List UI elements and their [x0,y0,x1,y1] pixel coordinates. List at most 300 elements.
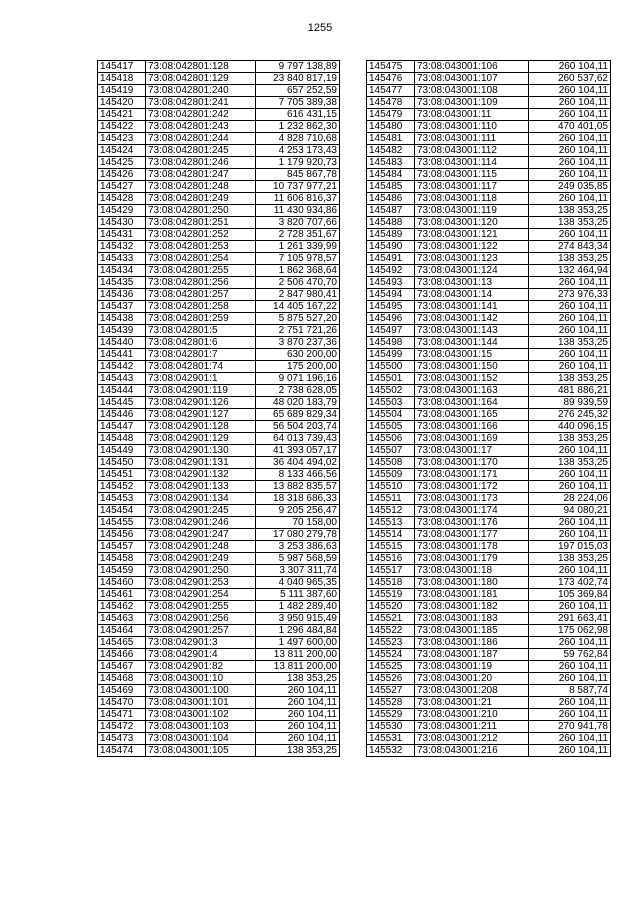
value-cell: 481 886,21 [529,385,611,397]
table-row [367,421,611,433]
row-number-cell: 145483 [367,157,415,169]
row-number-cell: 145522 [367,625,415,637]
row-number-cell: 145480 [367,121,415,133]
cadastral-number-cell: 73:08:042801:5 [146,325,256,337]
table-row [98,721,340,733]
value-cell: 260 104,11 [529,61,611,73]
value-cell: 2 506 470,70 [256,277,340,289]
cadastral-number-cell: 73:08:043001:103 [146,721,256,733]
cadastral-number-cell: 73:08:043001:143 [415,325,529,337]
table-row [367,409,611,421]
table-row [98,469,340,481]
value-cell: 260 104,11 [529,301,611,313]
row-number-cell: 145517 [367,565,415,577]
value-cell: 260 104,11 [529,157,611,169]
row-number-cell: 145515 [367,541,415,553]
row-number-cell: 145465 [98,637,146,649]
row-number-cell: 145447 [98,421,146,433]
row-number-cell: 145418 [98,73,146,85]
table-row [367,709,611,721]
table-row [98,181,340,193]
table-row [98,445,340,457]
value-cell: 11 606 816,37 [256,193,340,205]
row-number-cell: 145471 [98,709,146,721]
value-cell: 13 882 835,57 [256,481,340,493]
value-cell: 5 875 527,20 [256,313,340,325]
row-number-cell: 145519 [367,589,415,601]
row-number-cell: 145512 [367,505,415,517]
value-cell: 8 587,74 [529,685,611,697]
row-number-cell: 145491 [367,253,415,265]
row-number-cell: 145518 [367,577,415,589]
value-cell: 138 353,25 [529,337,611,349]
value-cell: 260 104,11 [256,685,340,697]
cadastral-number-cell: 73:08:043001:183 [415,613,529,625]
row-number-cell: 145446 [98,409,146,421]
row-number-cell: 145474 [98,745,146,757]
value-cell: 138 353,25 [529,205,611,217]
row-number-cell: 145436 [98,289,146,301]
cadastral-number-cell: 73:08:043001:105 [146,745,256,757]
table-row [367,193,611,205]
value-cell: 260 104,11 [529,229,611,241]
value-cell: 1 482 289,40 [256,601,340,613]
value-cell: 173 402,74 [529,577,611,589]
table-row [367,253,611,265]
table-row [367,553,611,565]
table-row [367,133,611,145]
value-cell: 138 353,25 [529,553,611,565]
table-row [98,733,340,745]
table-row [367,625,611,637]
cadastral-number-cell: 73:08:043001:15 [415,349,529,361]
cadastral-number-cell: 73:08:042901:254 [146,589,256,601]
row-number-cell: 145532 [367,745,415,757]
value-cell: 10 737 977,21 [256,181,340,193]
row-number-cell: 145511 [367,493,415,505]
cadastral-number-cell: 73:08:043001:20 [415,673,529,685]
value-cell: 18 318 686,33 [256,493,340,505]
value-cell: 274 843,34 [529,241,611,253]
row-number-cell: 145507 [367,445,415,457]
table-row [367,373,611,385]
cadastral-number-cell: 73:08:043001:152 [415,373,529,385]
cadastral-number-cell: 73:08:042901:257 [146,625,256,637]
row-number-cell: 145494 [367,289,415,301]
cadastral-number-cell: 73:08:043001:19 [415,661,529,673]
cadastral-number-cell: 73:08:043001:182 [415,601,529,613]
table-row [98,709,340,721]
cadastral-number-cell: 73:08:042801:240 [146,85,256,97]
value-cell: 105 369,84 [529,589,611,601]
table-row [98,673,340,685]
table-row [367,685,611,697]
cadastral-number-cell: 73:08:043001:178 [415,541,529,553]
value-cell: 138 353,25 [529,373,611,385]
value-cell: 11 430 934,86 [256,205,340,217]
value-cell: 9 797 138,89 [256,61,340,73]
cadastral-number-cell: 73:08:043001:163 [415,385,529,397]
value-cell: 260 104,11 [529,97,611,109]
table-row [98,229,340,241]
value-cell: 440 096,15 [529,421,611,433]
value-cell: 260 104,11 [529,637,611,649]
right-register-table [366,60,611,757]
cadastral-number-cell: 73:08:043001:122 [415,241,529,253]
cadastral-number-cell: 73:08:043001:144 [415,337,529,349]
table-row [98,97,340,109]
cadastral-number-cell: 73:08:042901:133 [146,481,256,493]
row-number-cell: 145454 [98,505,146,517]
value-cell: 3 820 707,66 [256,217,340,229]
table-row [98,241,340,253]
row-number-cell: 145502 [367,385,415,397]
table-row [367,541,611,553]
cadastral-number-cell: 73:08:043001:181 [415,589,529,601]
row-number-cell: 145504 [367,409,415,421]
value-cell: 260 104,11 [529,733,611,745]
cadastral-number-cell: 73:08:043001:17 [415,445,529,457]
cadastral-number-cell: 73:08:043001:208 [415,685,529,697]
value-cell: 138 353,25 [529,433,611,445]
value-cell: 249 035,85 [529,181,611,193]
value-cell: 65 689 829,34 [256,409,340,421]
row-number-cell: 145459 [98,565,146,577]
table-row [367,745,611,757]
row-number-cell: 145438 [98,313,146,325]
row-number-cell: 145500 [367,361,415,373]
value-cell: 260 104,11 [529,709,611,721]
cadastral-number-cell: 73:08:042901:131 [146,457,256,469]
value-cell: 56 504 203,74 [256,421,340,433]
value-cell: 470 401,05 [529,121,611,133]
row-number-cell: 145439 [98,325,146,337]
row-number-cell: 145495 [367,301,415,313]
table-row [98,85,340,97]
cadastral-number-cell: 73:08:043001:210 [415,709,529,721]
cadastral-number-cell: 73:08:042801:74 [146,361,256,373]
value-cell: 4 828 710,68 [256,133,340,145]
cadastral-number-cell: 73:08:042901:82 [146,661,256,673]
row-number-cell: 145425 [98,157,146,169]
cadastral-number-cell: 73:08:042901:256 [146,613,256,625]
cadastral-number-cell: 73:08:043001:186 [415,637,529,649]
table-row [98,529,340,541]
cadastral-number-cell: 73:08:042801:252 [146,229,256,241]
value-cell: 9 205 256,47 [256,505,340,517]
cadastral-number-cell: 73:08:043001:212 [415,733,529,745]
cadastral-number-cell: 73:08:043001:185 [415,625,529,637]
table-row [367,313,611,325]
table-row [367,109,611,121]
value-cell: 260 104,11 [529,661,611,673]
row-number-cell: 145457 [98,541,146,553]
table-row [367,613,611,625]
table-row [98,553,340,565]
row-number-cell: 145510 [367,481,415,493]
cadastral-number-cell: 73:08:042901:253 [146,577,256,589]
cadastral-number-cell: 73:08:042801:128 [146,61,256,73]
cadastral-number-cell: 73:08:043001:123 [415,253,529,265]
cadastral-number-cell: 73:08:042801:259 [146,313,256,325]
table-row [367,301,611,313]
cadastral-number-cell: 73:08:043001:112 [415,145,529,157]
table-row [367,157,611,169]
cadastral-number-cell: 73:08:043001:169 [415,433,529,445]
table-row [367,169,611,181]
value-cell: 89 939,59 [529,397,611,409]
row-number-cell: 145505 [367,421,415,433]
table-row [98,517,340,529]
row-number-cell: 145460 [98,577,146,589]
value-cell: 2 847 980,41 [256,289,340,301]
cadastral-number-cell: 73:08:043001:115 [415,169,529,181]
cadastral-number-cell: 73:08:043001:104 [146,733,256,745]
row-number-cell: 145419 [98,85,146,97]
row-number-cell: 145464 [98,625,146,637]
table-row [98,385,340,397]
value-cell: 1 862 368,64 [256,265,340,277]
row-number-cell: 145443 [98,373,146,385]
row-number-cell: 145526 [367,673,415,685]
table-row [98,649,340,661]
cadastral-number-cell: 73:08:042801:253 [146,241,256,253]
value-cell: 132 464,94 [529,265,611,277]
value-cell: 260 104,11 [529,361,611,373]
value-cell: 5 111 387,60 [256,589,340,601]
cadastral-number-cell: 73:08:042901:1 [146,373,256,385]
table-row [367,229,611,241]
value-cell: 260 104,11 [529,697,611,709]
table-row [98,481,340,493]
cadastral-number-cell: 73:08:042801:247 [146,169,256,181]
cadastral-number-cell: 73:08:042901:249 [146,553,256,565]
table-row [367,289,611,301]
table-row [98,193,340,205]
cadastral-number-cell: 73:08:043001:106 [415,61,529,73]
cadastral-number-cell: 73:08:042801:256 [146,277,256,289]
row-number-cell: 145444 [98,385,146,397]
cadastral-number-cell: 73:08:042901:132 [146,469,256,481]
table-row [367,397,611,409]
row-number-cell: 145497 [367,325,415,337]
value-cell: 657 252,59 [256,85,340,97]
table-row [367,265,611,277]
cadastral-number-cell: 73:08:042801:251 [146,217,256,229]
value-cell: 8 133 466,56 [256,469,340,481]
cadastral-number-cell: 73:08:042801:250 [146,205,256,217]
row-number-cell: 145516 [367,553,415,565]
cadastral-number-cell: 73:08:042901:255 [146,601,256,613]
table-row [98,169,340,181]
cadastral-number-cell: 73:08:043001:177 [415,529,529,541]
table-row [98,685,340,697]
row-number-cell: 145429 [98,205,146,217]
row-number-cell: 145487 [367,205,415,217]
row-number-cell: 145492 [367,265,415,277]
value-cell: 3 253 386,63 [256,541,340,553]
row-number-cell: 145496 [367,313,415,325]
value-cell: 28 224,06 [529,493,611,505]
cadastral-number-cell: 73:08:043001:120 [415,217,529,229]
cadastral-number-cell: 73:08:042801:258 [146,301,256,313]
row-number-cell: 145453 [98,493,146,505]
table-row [367,673,611,685]
cadastral-number-cell: 73:08:042901:3 [146,637,256,649]
value-cell: 7 705 389,38 [256,97,340,109]
value-cell: 260 104,11 [529,745,611,757]
cadastral-number-cell: 73:08:043001:164 [415,397,529,409]
row-number-cell: 145431 [98,229,146,241]
value-cell: 48 020 183,79 [256,397,340,409]
row-number-cell: 145428 [98,193,146,205]
value-cell: 138 353,25 [529,217,611,229]
table-row [367,517,611,529]
table-row [367,277,611,289]
value-cell: 17 080 279,78 [256,529,340,541]
value-cell: 1 179 920,73 [256,157,340,169]
cadastral-number-cell: 73:08:043001:166 [415,421,529,433]
table-row [98,145,340,157]
table-row [367,493,611,505]
row-number-cell: 145466 [98,649,146,661]
row-number-cell: 145445 [98,397,146,409]
row-number-cell: 145531 [367,733,415,745]
cadastral-number-cell: 73:08:043001:119 [415,205,529,217]
table-row [98,745,340,757]
table-row [367,529,611,541]
value-cell: 14 405 167,22 [256,301,340,313]
table-row [98,433,340,445]
value-cell: 138 353,25 [529,457,611,469]
table-row [98,157,340,169]
row-number-cell: 145455 [98,517,146,529]
value-cell: 36 404 494,02 [256,457,340,469]
cadastral-number-cell: 73:08:043001:174 [415,505,529,517]
value-cell: 7 105 978,57 [256,253,340,265]
row-number-cell: 145477 [367,85,415,97]
table-row [367,721,611,733]
table-row [367,241,611,253]
table-row [98,541,340,553]
table-row [98,577,340,589]
cadastral-number-cell: 73:08:043001:114 [415,157,529,169]
table-row [98,265,340,277]
table-row [98,457,340,469]
cadastral-number-cell: 73:08:042801:244 [146,133,256,145]
row-number-cell: 145470 [98,697,146,709]
row-number-cell: 145530 [367,721,415,733]
row-number-cell: 145461 [98,589,146,601]
table-row [367,565,611,577]
cadastral-number-cell: 73:08:043001:187 [415,649,529,661]
value-cell: 260 537,62 [529,73,611,85]
value-cell: 260 104,11 [529,109,611,121]
table-row [98,313,340,325]
table-row [98,337,340,349]
value-cell: 260 104,11 [529,277,611,289]
cadastral-number-cell: 73:08:043001:102 [146,709,256,721]
table-row [98,661,340,673]
value-cell: 270 941,78 [529,721,611,733]
cadastral-number-cell: 73:08:043001:100 [146,685,256,697]
cadastral-number-cell: 73:08:043001:124 [415,265,529,277]
value-cell: 2 738 628,05 [256,385,340,397]
row-number-cell: 145432 [98,241,146,253]
table-row [367,217,611,229]
page-number: 1255 [307,22,333,34]
row-number-cell: 145484 [367,169,415,181]
table-row [367,361,611,373]
table-row [367,349,611,361]
table-row [367,601,611,613]
value-cell: 197 015,03 [529,541,611,553]
table-row [367,121,611,133]
row-number-cell: 145450 [98,457,146,469]
row-number-cell: 145525 [367,661,415,673]
table-row [98,373,340,385]
table-row [98,73,340,85]
row-number-cell: 145426 [98,169,146,181]
row-number-cell: 145501 [367,373,415,385]
cadastral-number-cell: 73:08:043001:150 [415,361,529,373]
table-row [367,481,611,493]
table-row [98,205,340,217]
row-number-cell: 145481 [367,133,415,145]
table-row [98,349,340,361]
table-row [367,181,611,193]
table-row [98,493,340,505]
row-number-cell: 145467 [98,661,146,673]
row-number-cell: 145514 [367,529,415,541]
table-row [98,61,340,73]
table-row [98,697,340,709]
row-number-cell: 145482 [367,145,415,157]
row-number-cell: 145490 [367,241,415,253]
table-row [367,505,611,517]
cadastral-number-cell: 73:08:042901:130 [146,445,256,457]
value-cell: 276 245,32 [529,409,611,421]
cadastral-number-cell: 73:08:043001:176 [415,517,529,529]
table-row [98,625,340,637]
table-row [367,589,611,601]
cadastral-number-cell: 73:08:043001:172 [415,481,529,493]
table-row [367,661,611,673]
row-number-cell: 145520 [367,601,415,613]
table-row [367,385,611,397]
value-cell: 3 307 311,74 [256,565,340,577]
cadastral-number-cell: 73:08:043001:11 [415,109,529,121]
row-number-cell: 145523 [367,637,415,649]
row-number-cell: 145441 [98,349,146,361]
row-number-cell: 145433 [98,253,146,265]
cadastral-number-cell: 73:08:043001:117 [415,181,529,193]
cadastral-number-cell: 73:08:042801:7 [146,349,256,361]
cadastral-number-cell: 73:08:042901:247 [146,529,256,541]
table-row [98,217,340,229]
row-number-cell: 145420 [98,97,146,109]
value-cell: 260 104,11 [529,349,611,361]
table-row [367,457,611,469]
value-cell: 5 987 568,59 [256,553,340,565]
cadastral-number-cell: 73:08:043001:10 [146,673,256,685]
cadastral-number-cell: 73:08:043001:101 [146,697,256,709]
cadastral-number-cell: 73:08:043001:179 [415,553,529,565]
table-row [367,85,611,97]
value-cell: 260 104,11 [529,469,611,481]
cadastral-number-cell: 73:08:042901:246 [146,517,256,529]
value-cell: 175 062,98 [529,625,611,637]
